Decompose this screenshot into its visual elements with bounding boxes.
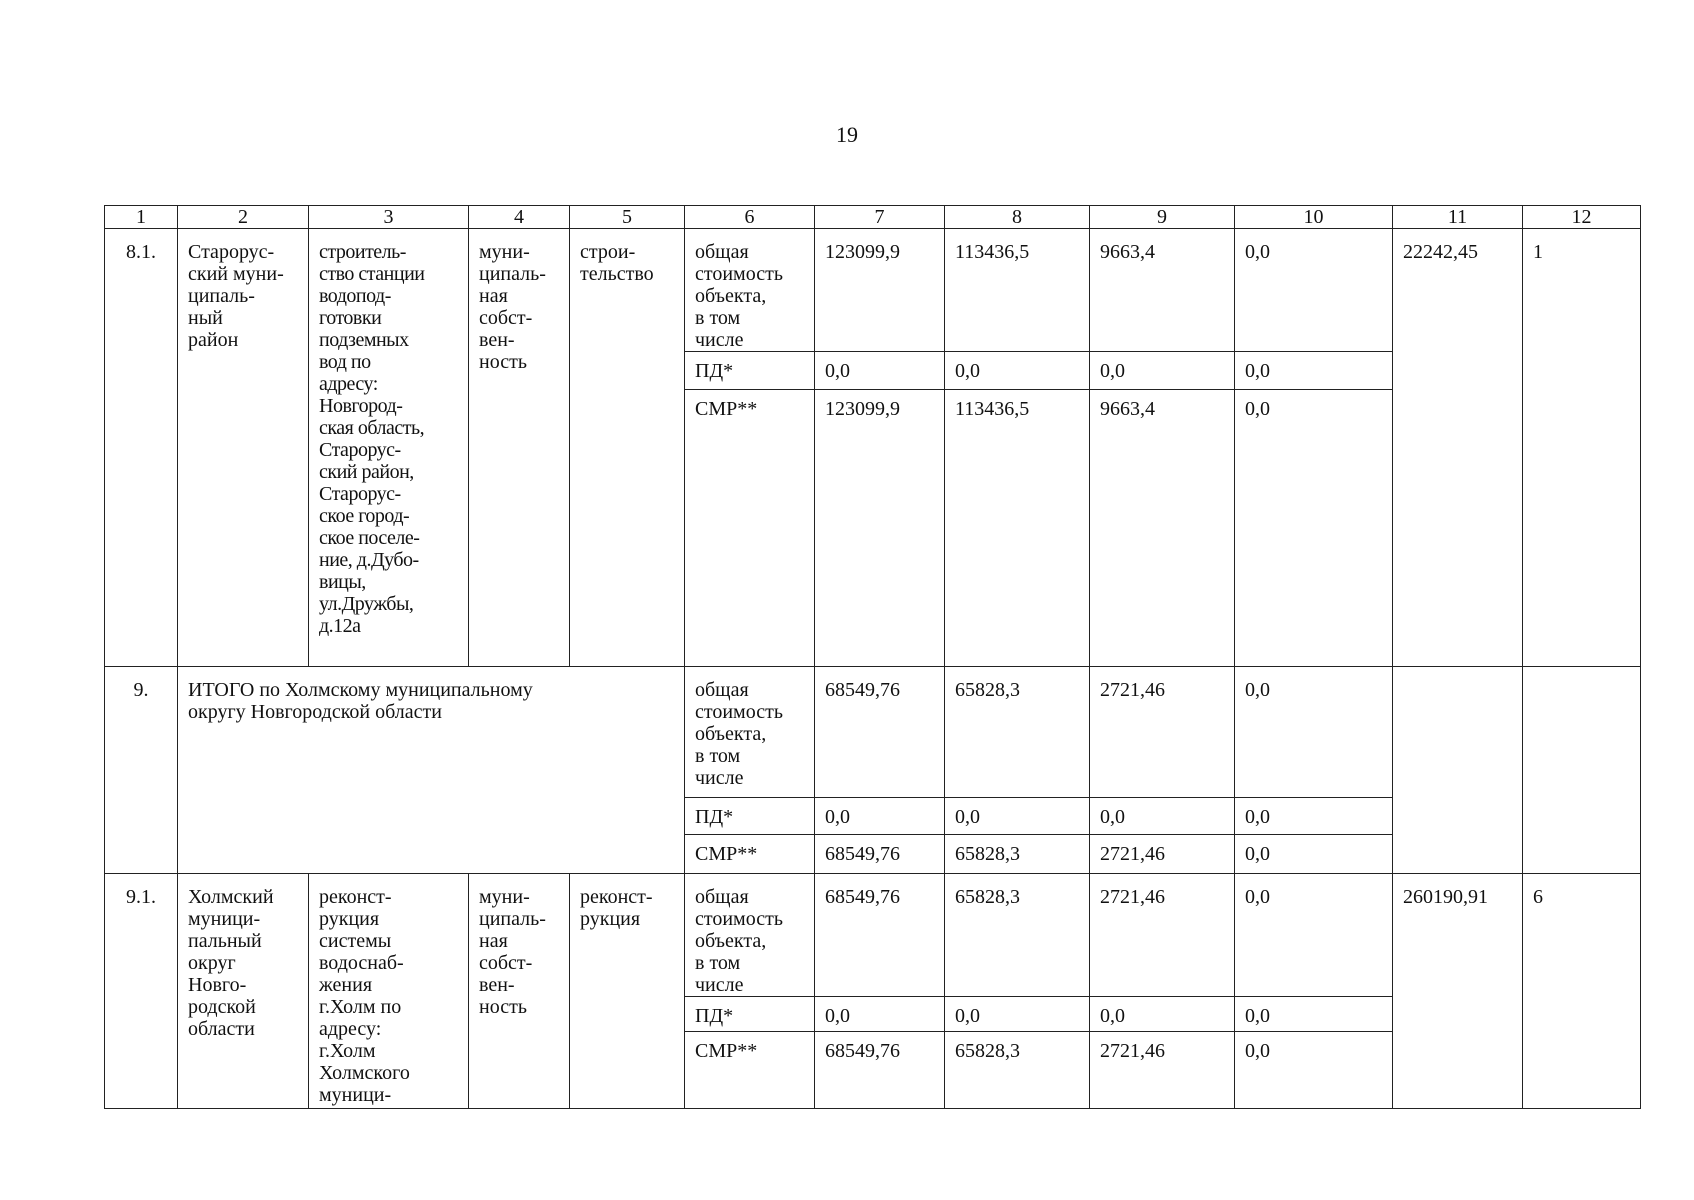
municipality-cell: Холмский муници- пальный округ Новго- родской области <box>178 874 309 1109</box>
value-cell: 113436,5 <box>945 229 1090 352</box>
value-cell: 0,0 <box>945 997 1090 1032</box>
object-description-cell: строитель- ство станции водопод- готовки подземных вод по адресу: Новгород- ская область, Старорус- ский район, Старорус- ское город- ское поселе- ние, д.Дубо- вицы, ул.Дружбы, д.12а <box>309 229 469 667</box>
value-cell: 260190,91 <box>1393 874 1523 1109</box>
value-cell: 9663,4 <box>1090 229 1235 352</box>
value-cell: 65828,3 <box>945 667 1090 798</box>
column-number: 10 <box>1235 206 1393 229</box>
column-number: 6 <box>685 206 815 229</box>
value-cell: 0,0 <box>945 798 1090 835</box>
ownership-cell: муни- ципаль- ная собст- вен- ность <box>469 874 570 1109</box>
value-cell: 0,0 <box>1090 798 1235 835</box>
value-cell: 113436,5 <box>945 390 1090 667</box>
value-cell: 0,0 <box>815 997 945 1032</box>
row-number: 8.1. <box>105 229 178 667</box>
column-number: 2 <box>178 206 309 229</box>
value-cell: 123099,9 <box>815 229 945 352</box>
value-cell: 0,0 <box>1235 798 1393 835</box>
object-description-cell: реконст- рукция системы водоснаб- жения г.Холм по адресу: г.Холм Холмского муници- <box>309 874 469 1109</box>
total-title-cell: ИТОГО по Холмскому муниципальному округу Новгородской области <box>178 667 685 874</box>
cost-label-cell: общая стоимость объекта, в том числе <box>685 667 815 798</box>
value-cell: 2721,46 <box>1090 874 1235 997</box>
value-cell: 0,0 <box>815 798 945 835</box>
value-cell: 68549,76 <box>815 835 945 874</box>
value-cell: 0,0 <box>945 352 1090 390</box>
value-cell: 123099,9 <box>815 390 945 667</box>
row-number: 9. <box>105 667 178 874</box>
cost-label-cell: СМР** <box>685 835 815 874</box>
cost-label-cell: общая стоимость объекта, в том числе <box>685 874 815 997</box>
value-cell: 2721,46 <box>1090 667 1235 798</box>
cost-label-cell: ПД* <box>685 798 815 835</box>
value-cell: 0,0 <box>1235 667 1393 798</box>
value-cell: 0,0 <box>1235 997 1393 1032</box>
page-number: 19 <box>836 122 858 147</box>
value-cell: 2721,46 <box>1090 835 1235 874</box>
table-row <box>105 229 1641 352</box>
ownership-cell: муни- ципаль- ная собст- вен- ность <box>469 229 570 667</box>
row-number: 9.1. <box>105 874 178 1109</box>
municipality-cell: Старорус- ский муни- ципаль- ный район <box>178 229 309 667</box>
value-cell: 0,0 <box>1235 229 1393 352</box>
value-cell: 0,0 <box>1090 352 1235 390</box>
value-cell: 68549,76 <box>815 1032 945 1109</box>
value-cell: 22242,45 <box>1393 229 1523 667</box>
column-number: 5 <box>570 206 685 229</box>
value-cell: 9663,4 <box>1090 390 1235 667</box>
value-cell: 68549,76 <box>815 667 945 798</box>
value-cell: 2721,46 <box>1090 1032 1235 1109</box>
cost-label-cell: СМР** <box>685 390 815 667</box>
column-number: 1 <box>105 206 178 229</box>
empty-cell <box>1523 667 1641 874</box>
column-number: 8 <box>945 206 1090 229</box>
column-number: 9 <box>1090 206 1235 229</box>
column-number: 3 <box>309 206 469 229</box>
column-number: 12 <box>1523 206 1641 229</box>
cost-label-cell: ПД* <box>685 352 815 390</box>
value-cell: 65828,3 <box>945 874 1090 997</box>
value-cell: 0,0 <box>1090 997 1235 1032</box>
investment-table <box>104 205 1641 1109</box>
value-cell: 0,0 <box>1235 1032 1393 1109</box>
value-cell: 0,0 <box>1235 390 1393 667</box>
column-number: 4 <box>469 206 570 229</box>
value-cell: 68549,76 <box>815 874 945 997</box>
work-type-cell: реконст- рукция <box>570 874 685 1109</box>
value-cell: 0,0 <box>1235 874 1393 997</box>
value-cell: 0,0 <box>1235 835 1393 874</box>
cost-label-cell: общая стоимость объекта, в том числе <box>685 229 815 352</box>
cost-label-cell: СМР** <box>685 1032 815 1109</box>
column-number-row <box>105 206 1641 229</box>
work-type-cell: строи- тельство <box>570 229 685 667</box>
value-cell: 65828,3 <box>945 835 1090 874</box>
value-cell: 0,0 <box>815 352 945 390</box>
cost-label-cell: ПД* <box>685 997 815 1032</box>
table-row <box>105 667 1641 798</box>
empty-cell <box>1393 667 1523 874</box>
table-row <box>105 874 1641 997</box>
value-cell: 65828,3 <box>945 1032 1090 1109</box>
value-cell: 0,0 <box>1235 352 1393 390</box>
column-number: 11 <box>1393 206 1523 229</box>
value-cell: 6 <box>1523 874 1641 1109</box>
column-number: 7 <box>815 206 945 229</box>
value-cell: 1 <box>1523 229 1641 667</box>
